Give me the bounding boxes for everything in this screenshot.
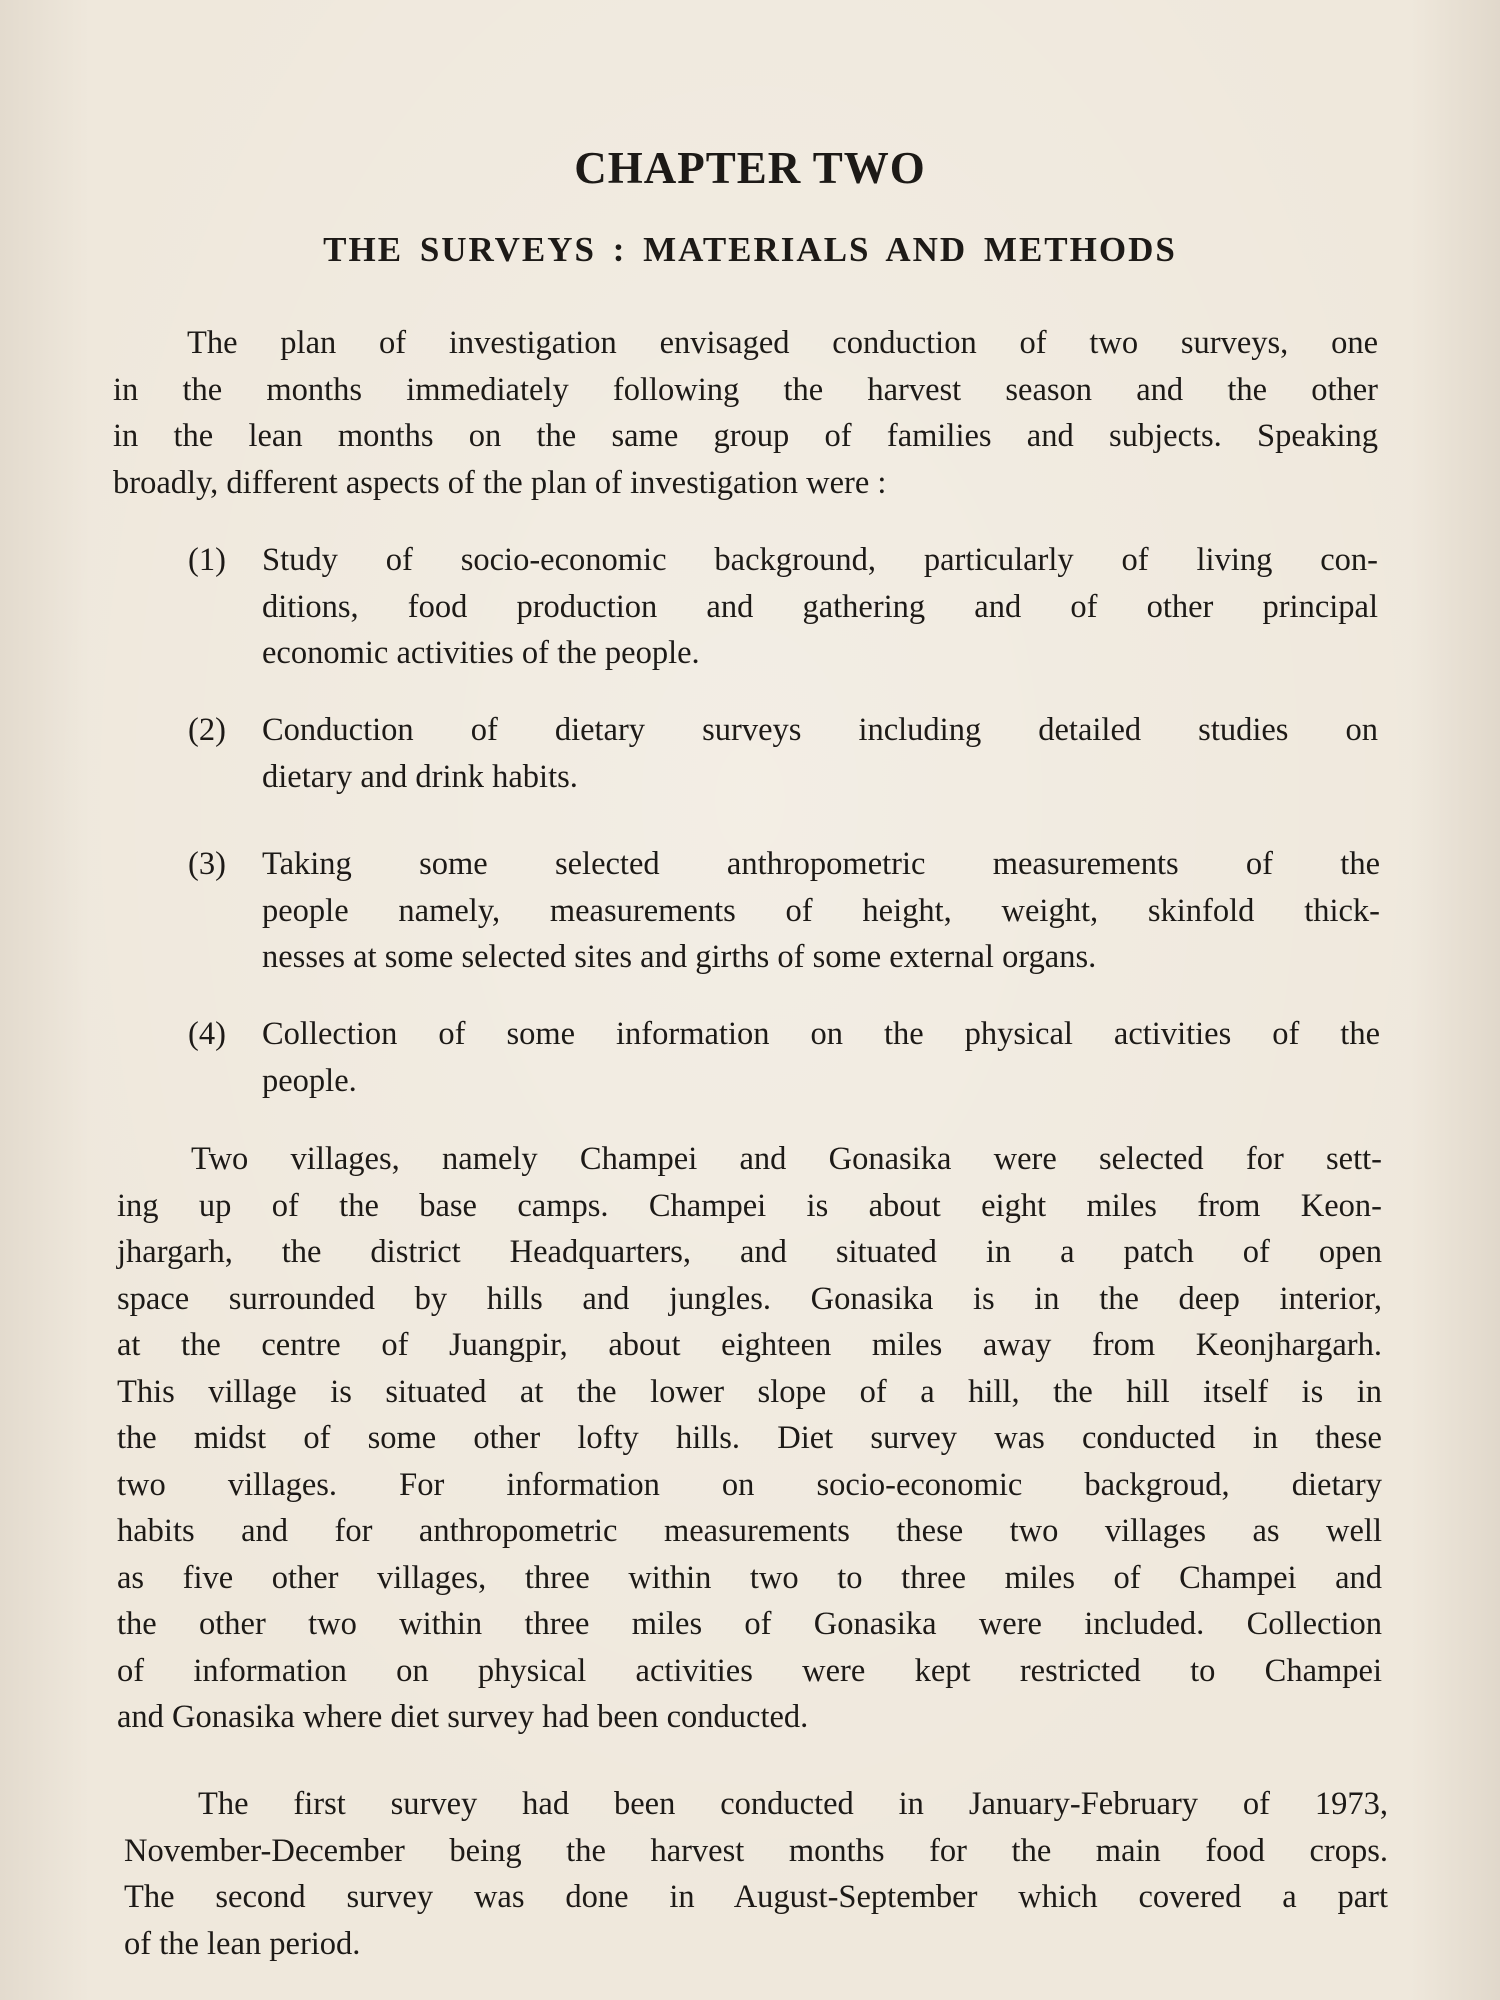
list-item-number: (4): [188, 1016, 226, 1052]
list-item-number: (1): [188, 542, 226, 578]
paragraph-line: as five other villages, three within two to three miles of Champei and: [117, 1559, 1382, 1596]
paragraph-intro: [113, 320, 1378, 506]
paragraph-line: This village is situated at the lower slope of a hill, the hill itself is in: [117, 1373, 1382, 1410]
list-item-line: Study of socio-economic background, particularly of living con-: [262, 542, 1378, 578]
list-item-line: people namely, measurements of height, weight, skinfold thick-: [262, 892, 1380, 929]
paragraph-villages: [117, 1136, 1382, 1741]
list-item-line: Taking some selected anthropometric measurements of the: [262, 846, 1380, 882]
list-item-line: Conduction of dietary surveys including detailed studies on: [262, 712, 1378, 748]
list-item-line: economic activities of the people.: [262, 635, 700, 671]
list-item-line: people.: [262, 1062, 357, 1099]
list-item: [188, 707, 1378, 802]
list-item-text: [262, 707, 1378, 800]
paragraph-line: the other two within three miles of Gonasika were included. Collection: [117, 1606, 1382, 1642]
paragraph-line: in the months immediately following the harvest season and the other: [113, 371, 1378, 408]
paragraph-line: in the lean months on the same group of families and subjects. Speaking: [113, 418, 1378, 454]
list-item-number: (3): [188, 846, 226, 882]
list-item: [188, 841, 1380, 981]
paragraph-line: The second survey was done in August-September which covered a part: [124, 1879, 1388, 1915]
paragraph-line: of information on physical activities were kept restricted to Champei: [117, 1652, 1382, 1689]
list-item-text: [262, 537, 1378, 677]
paragraph-line: and Gonasika where diet survey had been conducted.: [117, 1699, 809, 1735]
chapter-title: CHAPTER TWO: [574, 143, 926, 193]
paragraph-line: The plan of investigation envisaged conduction of two surveys, one: [187, 325, 1378, 361]
list-item: [188, 1011, 1380, 1106]
paragraph-line: November-December being the harvest months for the main food crops.: [124, 1832, 1388, 1869]
paragraph-line: at the centre of Juangpir, about eighteen miles away from Keonjhargarh.: [117, 1327, 1382, 1363]
list-item-line: nesses at some selected sites and girths of some external organs.: [262, 939, 1097, 975]
paragraph-line: The first survey had been conducted in January-February of 1973,: [198, 1786, 1388, 1822]
list-item-text: [262, 841, 1380, 981]
list-item-number: (2): [188, 712, 226, 748]
list-item-line: Collection of some information on the physical activities of the: [262, 1016, 1380, 1052]
paragraph-line: habits and for anthropometric measurements these two villages as well: [117, 1513, 1382, 1549]
paragraph-line: broadly, different aspects of the plan of investigation were :: [113, 464, 887, 501]
paragraph-line: space surrounded by hills and jungles. Gonasika is in the deep interior,: [117, 1280, 1382, 1317]
paragraph-line: of the lean period.: [124, 1925, 361, 1962]
paragraph-line: jhargarh, the district Headquarters, and situated in a patch of open: [117, 1234, 1382, 1270]
list-item-line: ditions, food production and gathering and of other principal: [262, 588, 1378, 625]
list-item-text: [262, 1011, 1380, 1104]
paragraph-line: two villages. For information on socio-economic backgroud, dietary: [117, 1466, 1382, 1503]
paragraph-survey-dates: [124, 1781, 1388, 1967]
paragraph-line: Two villages, namely Champei and Gonasika were selected for sett-: [191, 1141, 1382, 1177]
paragraph-line: the midst of some other lofty hills. Diet survey was conducted in these: [117, 1420, 1382, 1456]
section-title: THE SURVEYS : MATERIALS AND METHODS: [323, 230, 1177, 269]
paragraph-line: ing up of the base camps. Champei is about eight miles from Keon-: [117, 1187, 1382, 1224]
list-item: [188, 537, 1378, 677]
list-item-line: dietary and drink habits.: [262, 758, 578, 795]
